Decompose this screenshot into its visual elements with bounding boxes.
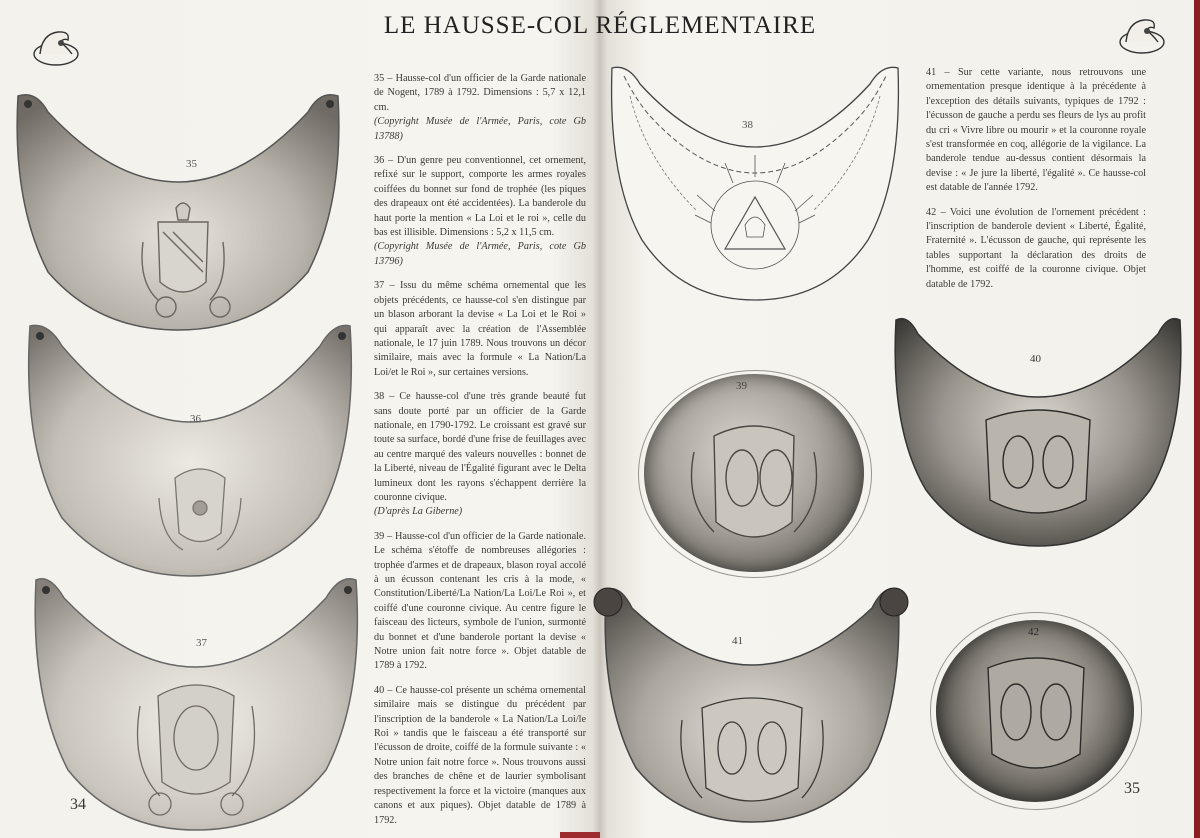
caption-40: 40 – Ce hausse-col présente un schéma ornemental similaire mais se distingue du précédent par l'inscription de la banderole « La Nation/La Loi/le Roi » tandis que le faisceau a été transporté sur l'écusson de droite, coiffé de la formule suivante : « Notre union fait notre force ». Nous trouvons aussi des branches de chêne et de laurier symbolisant respectivement la force et la victoire (manques aux canons et aux piques). Objet datable de 1789 à 1792. [374, 684, 586, 826]
caption-38: 38 – Ce hausse-col d'une très grande beauté fut sans doute porté par un officier de la Garde nationale, en 1790-1792. Le croissant est gravé sur toute sa surface, bordé d'une frise de feuillages avec au centre marqué des valeurs nouvelles : bonnet de la Liberté, niveau de l'Égalité figurant avec le Delta lumineux dont les rayons s'échappent derrière la couronne civique. (D'après La Giberne) [374, 391, 586, 518]
figure-number: 40 [1030, 353, 1041, 365]
detail-photo-39 [644, 374, 864, 572]
figure-number: 36 [190, 413, 201, 425]
figure-number: 38 [742, 119, 753, 131]
phrygian-cap-icon [1116, 12, 1168, 56]
figure-number: 42 [1028, 626, 1039, 638]
book-edge [1194, 0, 1200, 838]
left-text-column [374, 72, 586, 838]
gorget-photo-40 [888, 310, 1188, 550]
page-number-right: 35 [1124, 780, 1140, 797]
gorget-photo-37 [30, 566, 364, 832]
right-text-column [926, 66, 1146, 302]
caption-37: 37 – Issu du même schéma ornemental que les objets précédents, ce hausse-col s'en distingue par un blason arborant la devise « La Loi et le Roi » qui apparaît avec la création de l'Assemblée nationale, le 17 juin 1789. Nous trouvons un décor similaire, mais avec la formule « La Nation/La Loi/et le Roi », sur certaines versions. [374, 280, 586, 378]
page-number-left: 34 [70, 796, 86, 813]
gorget-photo-36 [20, 318, 360, 578]
gorget-drawing-38 [606, 60, 904, 304]
page-title: LE HAUSSE-COL RÉGLEMENTAIRE [383, 12, 817, 39]
caption-39: 39 – Hausse-col d'un officier de la Garde nationale. Le schéma s'étoffe de nombreuses allégories : trophée d'armes et de drapeaux, blason royal accolé à un écusson contenant les cris à la mode, « Constitution/Liberté/La Nation/La Loi/Le Roi », et coiffé d'une couronne civique. Au centre figure le faisceau des licteurs, symbole de l'union, surmonté du bonnet et d'une banderole portant la devise « Notre union fait notre force ». Objet datable de 1789 à 1792. [374, 530, 586, 672]
caption-42: 42 – Voici une évolution de l'ornement précédent : l'inscription de banderole devient « Liberté, Égalité, Fraternité ». L'écusson de gauche, qui représente les tables supportant la déclaration des droits de l'homme, est coiffé de la couronne civique. Objet datable de 1792. [926, 206, 1146, 290]
caption-41: 41 – Sur cette variante, nous retrouvons une ornementation presque identique à la précédente à l'exception des détails suivants, typiques de 1792 : l'écusson de gauche a perdu ses fleurs de lys au profit du cri « Vivre libre ou mourir » et la couronne royale s'est transformée en coq, allégorie de la vigilance. La banderole tendue au-dessus contient désormais la devise : « Je jure la liberté, l'égalité ». Ce hausse-col est datable de l'année 1792. [926, 67, 1146, 194]
gorget-photo-35 [8, 82, 348, 332]
figure-number: 41 [732, 635, 743, 647]
caption-36: 36 – D'un genre peu conventionnel, cet ornement, refixé sur le support, comporte les armes royales coiffées du bonnet sur fond de trophée (les piques des drapeaux ont été accidentées). La banderole du haut porte la mention « La Loi et le roi », celle du bas est illisible. Dimensions : 5,2 x 11,5 cm. (Copyright Musée de l'Armée, Paris, cote Gb 13796) [374, 155, 586, 267]
gorget-photo-41 [592, 572, 912, 824]
caption-35: 35 – Hausse-col d'un officier de la Garde nationale de Nogent, 1789 à 1792. Dimensions : 5,7 x 12,1 cm. (Copyright Musée de l'Armée, Paris, cote Gb 13788) [374, 73, 586, 142]
detail-photo-42 [936, 620, 1134, 802]
figure-number: 37 [196, 637, 207, 649]
phrygian-cap-icon [30, 24, 82, 68]
figure-number: 35 [186, 158, 197, 170]
figure-number: 39 [736, 380, 747, 392]
